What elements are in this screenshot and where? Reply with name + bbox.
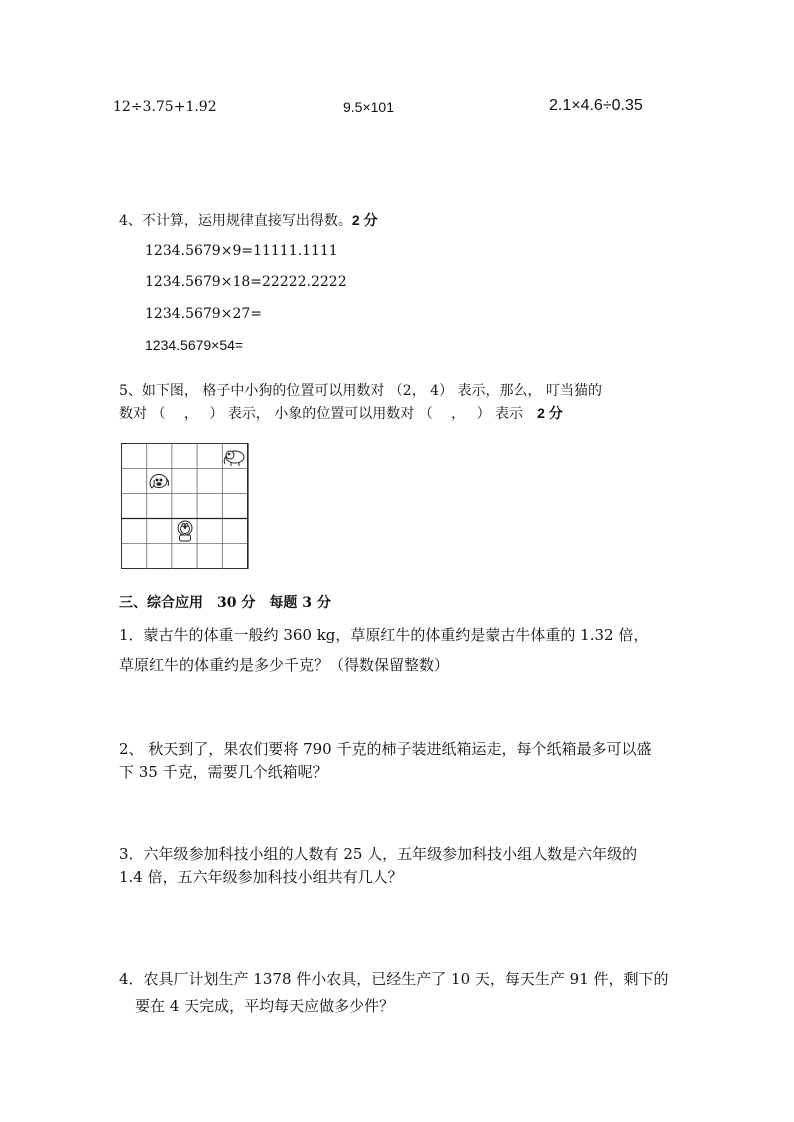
question-4-score: 2 分 — [351, 212, 378, 228]
problem-1-line-2: 草原红牛的体重约是多少千克？（得数保留整数） — [119, 656, 450, 674]
question-5-score: 2 分 — [537, 405, 563, 421]
problem-1-line-1: 1．蒙古牛的体重一般约 360 kg，草原红牛的体重约是蒙古牛体重的 1.32 倍， — [119, 626, 649, 644]
dog-icon — [150, 475, 169, 489]
question-4-text: 4、不计算，运用规律直接写出得数。 — [119, 213, 352, 229]
problem-3-line-2: 1.4 倍，五六年级参加科技小组共有几人？ — [119, 868, 403, 886]
pattern-line-1: 1234.5679×9=11111.1111 — [145, 243, 338, 259]
problem-4-line-1: 4．农具厂计划生产 1378 件小农具，已经生产了 10 天，每天生产 91 件，剩下的 — [119, 970, 669, 988]
problem-2-line-2: 下 35 千克，需要几个纸箱呢？ — [119, 763, 328, 781]
expression-1: 12÷3.75+1.92 — [113, 99, 217, 115]
problem-4-line-2: 要在 4 天完成，平均每天应做多少件？ — [135, 997, 395, 1015]
expression-3: 2.1×4.6÷0.35 — [549, 97, 643, 114]
elephant-icon — [224, 451, 244, 466]
pattern-line-4: 1234.5679×54= — [145, 337, 244, 353]
pattern-line-2: 1234.5679×18=22222.2222 — [145, 274, 347, 290]
coordinate-grid — [121, 443, 249, 569]
question-5-line-2 — [119, 403, 563, 423]
expression-2: 9.5×101 — [343, 99, 394, 115]
doraemon-icon — [178, 521, 192, 541]
question-5-line-2-text: 数对 （ ， ） 表示， 小象的位置可以用数对 （ ， ） 表示 — [119, 406, 524, 422]
pattern-line-3: 1234.5679×27= — [145, 306, 262, 322]
section-3-title: 三、综合应用 30 分 每题 3 分 — [119, 595, 331, 611]
question-4-title — [119, 210, 378, 230]
question-5-line-1: 5、如下图， 格子中小狗的位置可以用数对 （2， 4） 表示，那么， 叮当猫的 — [119, 383, 602, 399]
problem-3-line-1: 3．六年级参加科技小组的人数有 25 人，五年级参加科技小组人数是六年级的 — [119, 845, 638, 863]
problem-2-line-1: 2、 秋天到了，果农们要将 790 千克的柿子装进纸箱运走，每个纸箱最多可以盛 — [119, 740, 652, 758]
